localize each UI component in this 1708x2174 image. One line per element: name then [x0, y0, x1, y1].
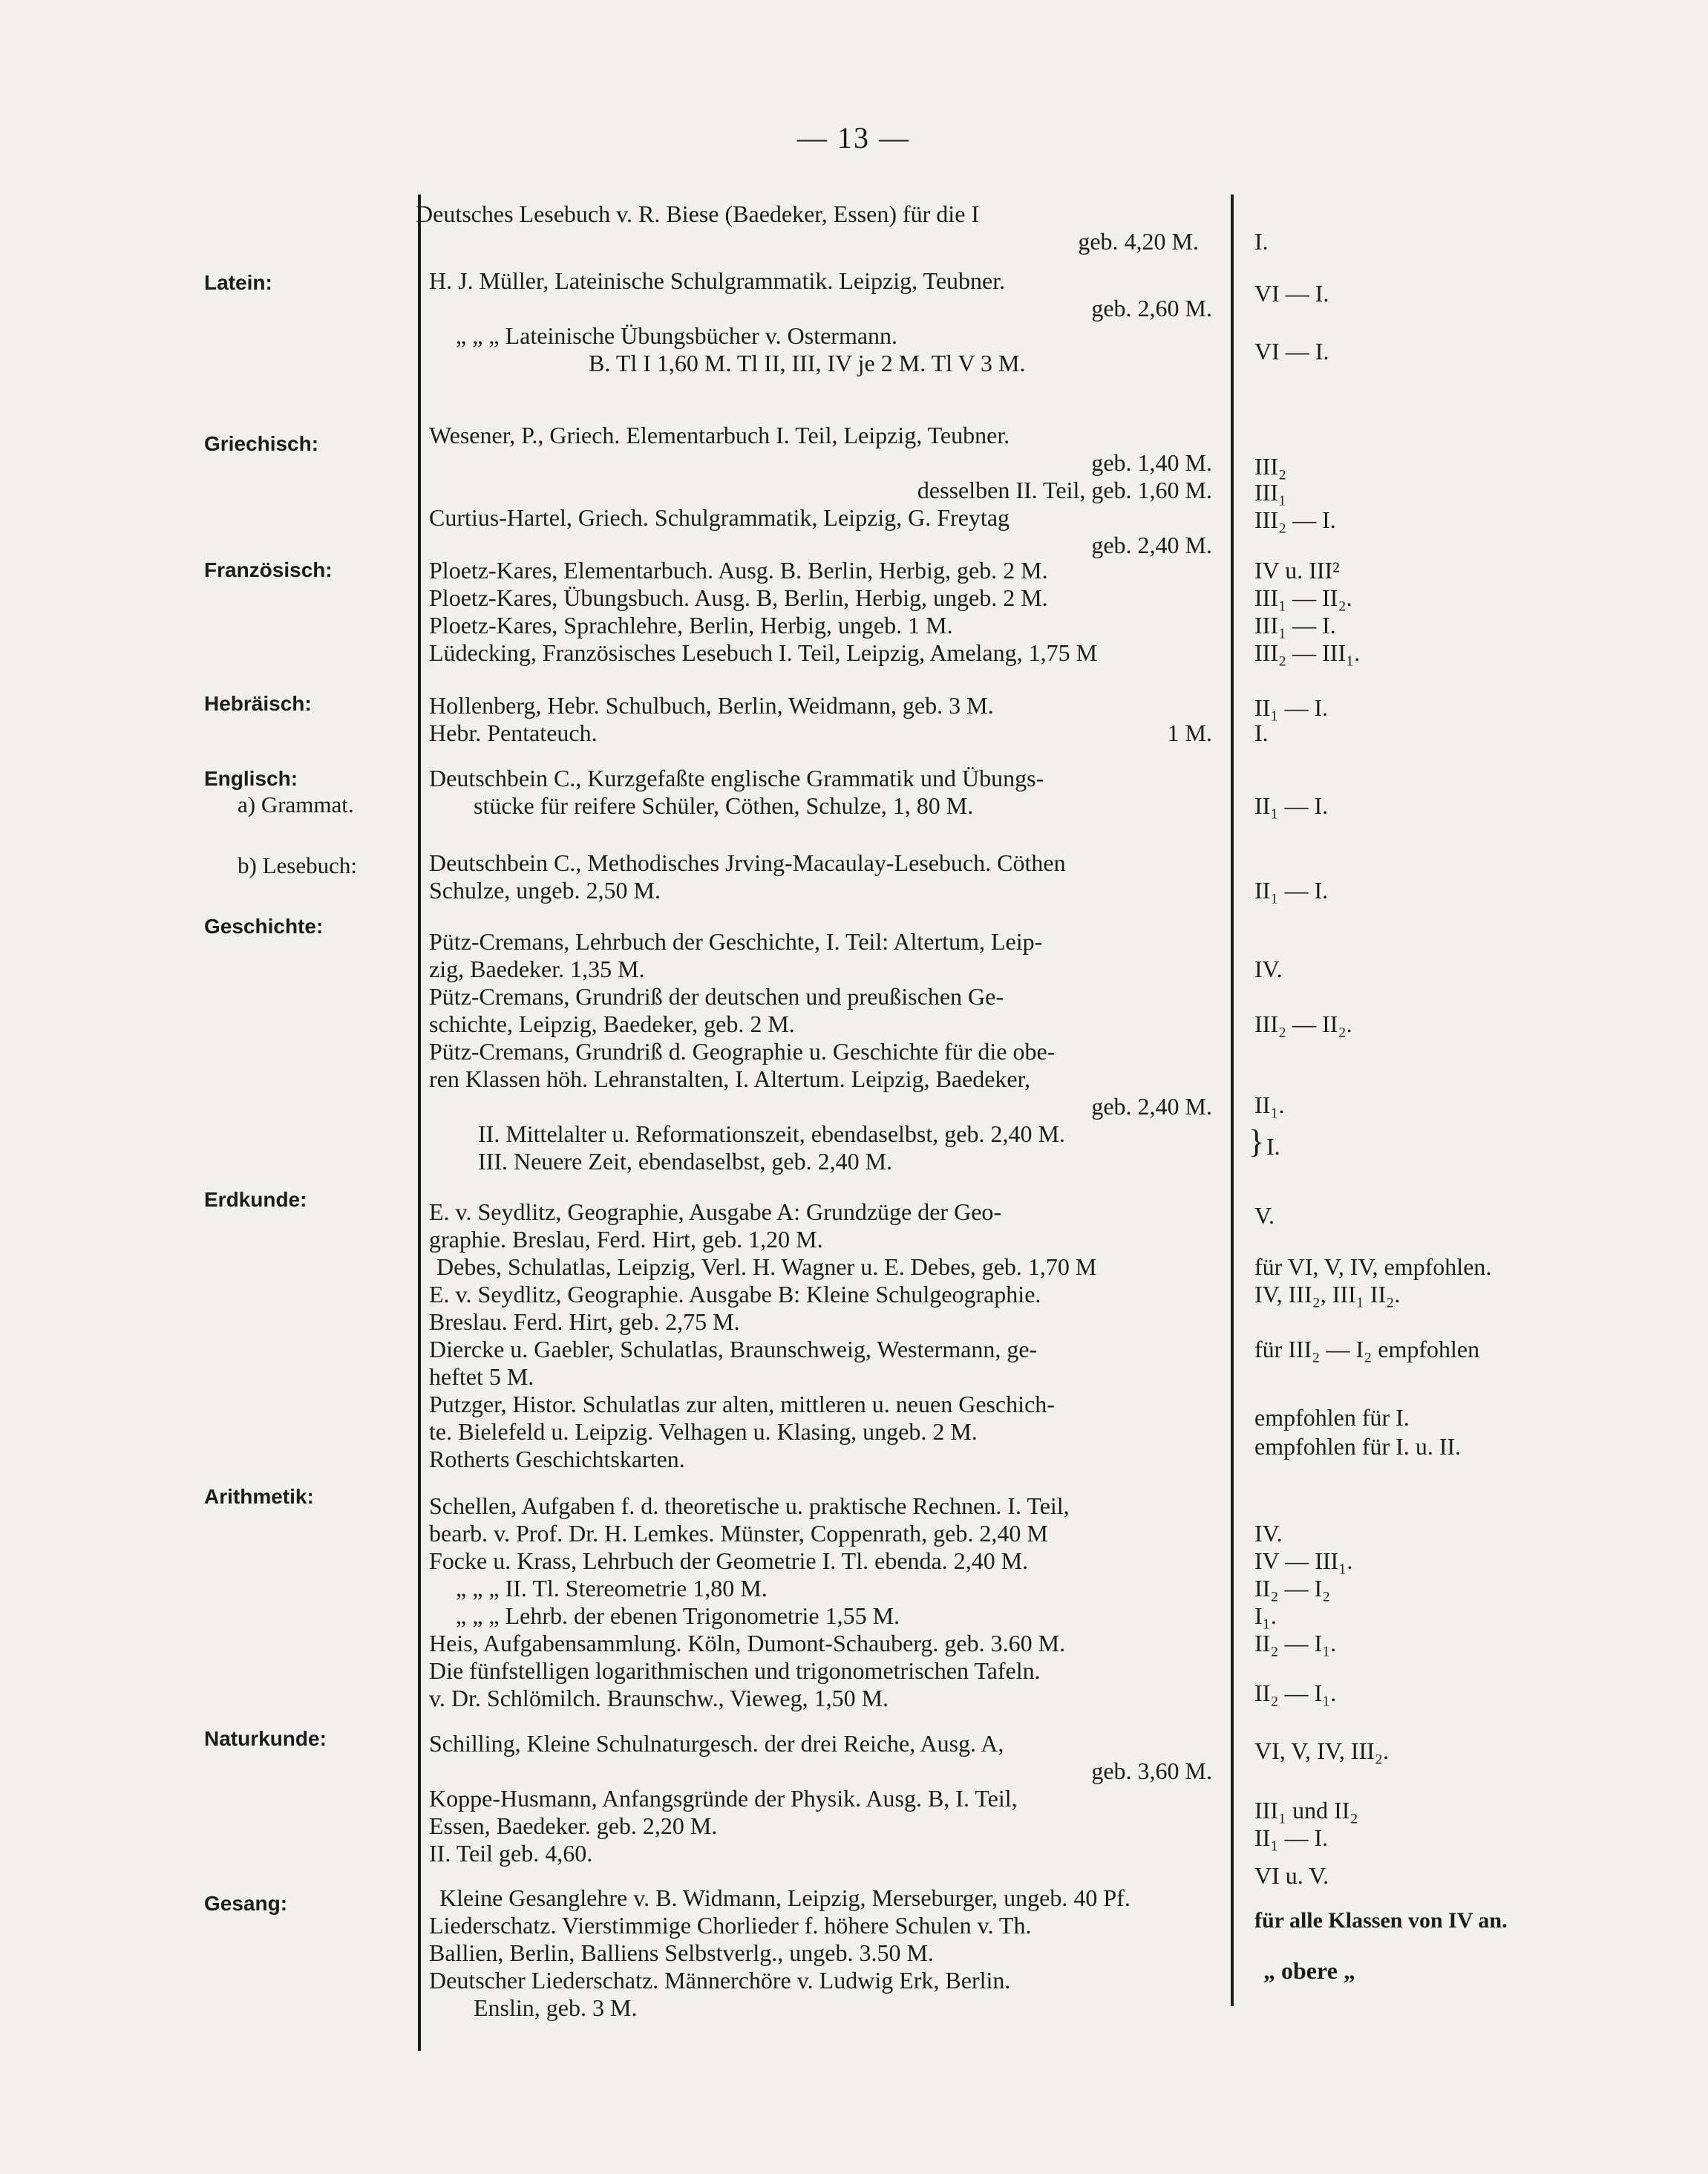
- class-hebr-pentateuch: I.: [1254, 719, 1269, 746]
- class-geschichte-lehrbuch: IV.: [1254, 956, 1283, 982]
- entry-naturkunde-koppe: Koppe-Husmann, Anfangsgründe der Physik. Ausg. B, I. Teil, Essen, Baedeker. geb. 2,20 M.: [429, 1785, 1018, 1839]
- class-latein-uebungsbuecher: VI — I.: [1254, 338, 1329, 365]
- class-erdkunde-seydlitz-a: V.: [1254, 1202, 1275, 1229]
- page-number: — 13 —: [797, 121, 910, 154]
- entry-gesang-gesanglehre: Kleine Gesanglehre v. B. Widmann, Leipzig, Merseburger, ungeb. 40 Pf.: [439, 1884, 1131, 1911]
- left-column-rule: [418, 195, 421, 2051]
- class-naturkunde-schilling: VI, V, IV, III₂.: [1254, 1737, 1389, 1764]
- class-gesang-liederschatz: für alle Klassen von IV an.: [1254, 1908, 1508, 1933]
- entry-griechisch-zweiter-teil: desselben II. Teil, geb. 1,60 M.: [917, 477, 1212, 503]
- class-arithmetik-tafeln: II₂ — I₁.: [1254, 1680, 1337, 1706]
- class-erdkunde-diercke: für III₂ — I₂ empfohlen: [1254, 1336, 1480, 1362]
- brace-mark: }: [1249, 1123, 1265, 1160]
- heading-geschichte: Geschichte:: [204, 915, 324, 938]
- class-erdkunde-seydlitz-b: IV, III₂, III₁ II₂.: [1254, 1281, 1401, 1308]
- entry-erdkunde-rothert: Rotherts Geschichtskarten.: [429, 1446, 685, 1472]
- class-deutsch: I.: [1254, 228, 1269, 255]
- class-erdkunde-rothert: empfohlen für I. u. II.: [1254, 1433, 1462, 1460]
- class-arithmetik-focke-2: II₂ — I₂: [1254, 1575, 1331, 1602]
- entry-englisch-lesebuch: Deutschbein C., Methodisches Jrving-Macaulay-Lesebuch. Cöthen Schulze, ungeb. 2,50 M.: [429, 849, 1066, 904]
- heading-englisch-lesebuch: b) Lesebuch:: [238, 852, 357, 878]
- class-fr-sprachlehre: III₁ — I.: [1254, 612, 1336, 639]
- entry-erdkunde-seydlitz-a: E. v. Seydlitz, Geographie, Ausgabe A: Grundzüge der Geo- graphie. Breslau, Ferd. Hirt, geb. 1,20 M.: [429, 1198, 1002, 1253]
- entry-erdkunde-putzger: Putzger, Histor. Schulatlas zur alten, mittleren u. neuen Geschich- te. Bielefeld u. Leipzig. Velhagen u. Klasing, ungeb. 2 M.: [429, 1391, 1055, 1445]
- entry-hebraeisch: Hollenberg, Hebr. Schulbuch, Berlin, Weidmann, geb. 3 M. Hebr. Pentateuch. 1 M.: [429, 692, 1212, 746]
- class-arithmetik-focke-1: IV — III₁.: [1254, 1547, 1353, 1574]
- heading-englisch-grammatik: a) Grammat.: [238, 791, 354, 817]
- class-griechisch-zweiter-teil: III₁: [1254, 479, 1287, 506]
- entry-arithmetik-tafeln: Die fünfstelligen logarithmischen und trigonometrischen Tafeln. v. Dr. Schlömilch. Braunschw., Vieweg, 1,50 M.: [429, 1657, 1041, 1711]
- class-gesang-deutscher-liederschatz: „ obere „: [1263, 1957, 1355, 1984]
- class-naturkunde-koppe: III₁ und II₂: [1254, 1797, 1358, 1824]
- entry-erdkunde-seydlitz-b: E. v. Seydlitz, Geographie. Ausgabe B: Kleine Schulgeographie. Breslau. Ferd. Hirt, geb. 2,75 M.: [429, 1281, 1041, 1335]
- heading-griechisch: Griechisch:: [204, 432, 319, 455]
- class-geschichte-grundriss: III₂ — II₂.: [1254, 1011, 1352, 1037]
- entry-naturkunde-schilling: Schilling, Kleine Schulnaturgesch. der drei Reiche, Ausg. A, geb. 3,60 M.: [429, 1730, 1212, 1784]
- class-fr-lesebuch: III₂ — III₁.: [1254, 639, 1361, 666]
- entry-geschichte-grundriss: Pütz-Cremans, Grundriß der deutschen und preußischen Ge- schichte, Leipzig, Baedeker, geb. 2 M.: [429, 983, 1004, 1037]
- class-fr-elementarbuch: IV u. III²: [1254, 557, 1340, 584]
- entry-geschichte-lehrbuch: Pütz-Cremans, Lehrbuch der Geschichte, I. Teil: Altertum, Leip- zig, Baedeker. 1,35 M.: [429, 928, 1043, 982]
- class-gesang-gesanglehre: VI u. V.: [1254, 1862, 1329, 1889]
- heading-hebraeisch: Hebräisch:: [204, 692, 312, 715]
- entry-erdkunde-diercke: Diercke u. Gaebler, Schulatlas, Braunschweig, Westermann, ge- heftet 5 M.: [429, 1336, 1038, 1390]
- entry-gesang-deutscher-liederschatz: Deutscher Liederschatz. Männerchöre v. Ludwig Erk, Berlin. Enslin, geb. 3 M.: [429, 1967, 1011, 2021]
- entry-arithmetik-focke-3: „ „ „ Lehrb. der ebenen Trigonometrie 1,55 M.: [456, 1602, 900, 1629]
- heading-erdkunde: Erdkunde:: [204, 1188, 307, 1211]
- right-column-rule: [1231, 195, 1234, 2006]
- entry-franzoesisch: Ploetz-Kares, Elementarbuch. Ausg. B. Berlin, Herbig, geb. 2 M. Ploetz-Kares, Übungsbuch. Ausg. B, Berlin, Herbig, ungeb. 2 M. Ploetz-Kares, Sprachlehre, Berlin, Herbig, ungeb. 1 M. Lüdecking, Französisches Lesebuch I. Teil, Leipzig, Amelang, 1,75 M: [429, 557, 1098, 666]
- class-erdkunde-debes: für VI, V, IV, empfohlen.: [1254, 1253, 1492, 1280]
- entry-arithmetik-schellen: Schellen, Aufgaben f. d. theoretische u. praktische Rechnen. I. Teil, bearb. v. Prof. Dr. H. Lemkes. Münster, Coppenrath, geb. 2,40 M: [429, 1492, 1070, 1547]
- entry-arithmetik-heis: Heis, Aufgabensammlung. Köln, Dumont-Schauberg. geb. 3.60 M.: [429, 1630, 1066, 1656]
- entry-naturkunde-koppe-2: II. Teil geb. 4,60.: [429, 1840, 593, 1867]
- class-arithmetik-heis: II₂ — I₁.: [1254, 1630, 1337, 1656]
- heading-franzoesisch: Französisch:: [204, 558, 333, 581]
- class-fr-uebungsbuch: III₁ — II₂.: [1254, 584, 1352, 611]
- class-hebraeisch: II₁ — I.: [1254, 694, 1329, 721]
- class-geschichte-mittelalter: I.: [1266, 1133, 1280, 1160]
- class-arithmetik-focke-3: I₁.: [1254, 1602, 1277, 1629]
- entry-latein-uebungsbuecher: „ „ „ Lateinische Übungsbücher v. Ostermann. B. Tl I 1,60 M. Tl II, III, IV je 2 M. Tl V 3 M.: [456, 322, 1026, 376]
- class-englisch-grammatik: II₁ — I.: [1254, 792, 1329, 819]
- entry-gesang-liederschatz: Liederschatz. Vierstimmige Chorlieder f. höhere Schulen v. Th. Ballien, Berlin, Balliens Selbstverlg., ungeb. 3.50 M.: [429, 1912, 1032, 1966]
- entry-arithmetik-focke-2: „ „ „ II. Tl. Stereometrie 1,80 M.: [456, 1575, 768, 1602]
- class-griechisch-grammatik: III₂ — I.: [1254, 506, 1336, 533]
- entry-geschichte-geographie: Pütz-Cremans, Grundriß d. Geographie u. Geschichte für die obe- ren Klassen höh. Lehranstalten, I. Altertum. Leipzig, Baedeker, geb. 2,40 M.: [429, 1038, 1212, 1120]
- entry-englisch-grammatik: Deutschbein C., Kurzgefaßte englische Grammatik und Übungs- stücke für reifere Schüler, Cöthen, Schulze, 1, 80 M.: [429, 765, 1044, 819]
- heading-latein: Latein:: [204, 271, 272, 294]
- heading-englisch: Englisch:: [204, 767, 298, 790]
- class-naturkunde-koppe-2: II₁ — I.: [1254, 1824, 1329, 1851]
- class-erdkunde-putzger: empfohlen für I.: [1254, 1404, 1410, 1431]
- entry-arithmetik-focke-1: Focke u. Krass, Lehrbuch der Geometrie I. Tl. ebenda. 2,40 M.: [429, 1547, 1029, 1574]
- class-arithmetik-schellen: IV.: [1254, 1520, 1283, 1547]
- entry-griechisch-elementarbuch: Wesener, P., Griech. Elementarbuch I. Teil, Leipzig, Teubner. geb. 1,40 M.: [429, 422, 1212, 476]
- class-geschichte-geographie: II₁.: [1254, 1091, 1285, 1118]
- class-englisch-lesebuch: II₁ — I.: [1254, 877, 1329, 904]
- entry-erdkunde-debes: Debes, Schulatlas, Leipzig, Verl. H. Wagner u. E. Debes, geb. 1,70 M: [436, 1253, 1097, 1280]
- heading-naturkunde: Naturkunde:: [204, 1727, 327, 1750]
- entry-deutsch: Deutsches Lesebuch v. R. Biese (Baedeker, Essen) für die I geb. 4,20 M.: [416, 200, 1199, 255]
- class-griechisch-elementarbuch: III₂: [1254, 453, 1287, 480]
- entry-latein-grammatik: H. J. Müller, Lateinische Schulgrammatik. Leipzig, Teubner. geb. 2,60 M.: [429, 267, 1212, 321]
- entry-griechisch-grammatik: Curtius-Hartel, Griech. Schulgrammatik, Leipzig, G. Freytag geb. 2,40 M.: [429, 504, 1212, 558]
- heading-arithmetik: Arithmetik:: [204, 1485, 314, 1508]
- entry-geschichte-mittelalter: II. Mittelalter u. Reformationszeit, ebendaselbst, geb. 2,40 M. III. Neuere Zeit, ebendaselbst, geb. 2,40 M.: [478, 1120, 1065, 1175]
- heading-gesang: Gesang:: [204, 1892, 288, 1915]
- class-latein-grammatik: VI — I.: [1254, 280, 1329, 307]
